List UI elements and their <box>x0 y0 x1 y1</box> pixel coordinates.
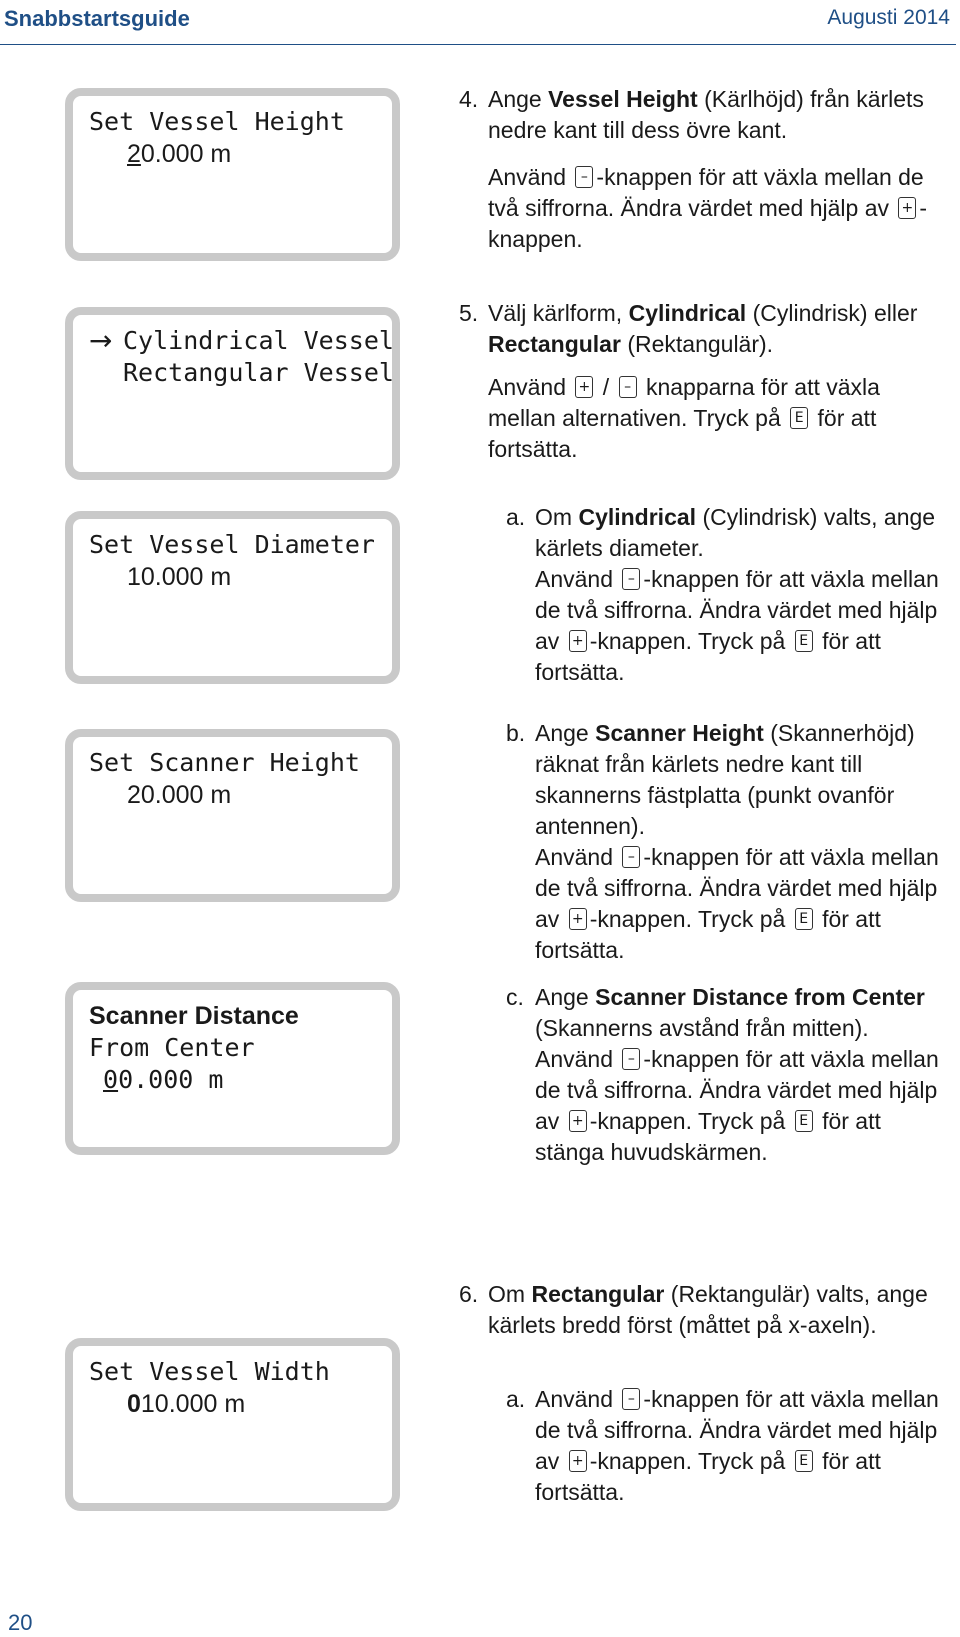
lcd-line: Scanner Distance <box>89 1002 299 1030</box>
lcd-value-rest: 10.000 m <box>140 1390 246 1418</box>
lcd-cursor-digit: 0 <box>127 1390 141 1418</box>
lcd-line: Set Scanner Height <box>89 748 360 777</box>
step-6 <box>459 1279 938 1341</box>
step-5 <box>459 298 938 465</box>
lcd-value <box>89 1064 392 1096</box>
step-number: 5. <box>459 300 479 326</box>
enter-key-icon: E <box>795 1110 813 1132</box>
lcd-vessel-width <box>65 1338 400 1511</box>
step-instruction: Använd – -knappen för att växla mellan de två siffrorna. Ändra värdet med hjälp av + -knappen. Tryck på E för att fortsätta. <box>535 566 939 685</box>
lcd-value <box>89 1388 392 1420</box>
step-number: a. <box>506 504 526 530</box>
step-text: Ange Scanner Distance from Center (Skannerns avstånd från mitten). <box>535 984 925 1041</box>
lcd-cursor-digit: 2 <box>127 140 141 168</box>
enter-key-icon: E <box>795 1450 813 1472</box>
lcd-vessel-shape <box>65 307 400 480</box>
lcd-line: Set Vessel Width <box>89 1357 330 1386</box>
step-text: Om Cylindrical (Cylindrisk) valts, ange kärlets diameter. <box>535 504 936 561</box>
minus-key-icon: – <box>575 166 593 188</box>
lcd-line: Set Vessel Height <box>89 107 345 136</box>
step-number: 4. <box>459 86 479 112</box>
plus-key-icon: + <box>569 630 587 652</box>
lcd-cursor-digit: 0 <box>103 1065 119 1094</box>
lcd-value: 10.000 m <box>127 563 232 591</box>
step-number: c. <box>506 984 524 1010</box>
lcd-value-rest: 0.000 m <box>118 1065 224 1094</box>
lcd-scanner-height <box>65 729 400 902</box>
enter-key-icon: E <box>795 908 813 930</box>
step-text: Välj kärlform, Cylindrical (Cylindrisk) eller Rectangular (Rektangulär). <box>488 300 918 357</box>
step-4 <box>459 84 938 255</box>
plus-key-icon: + <box>569 908 587 930</box>
lcd-vessel-diameter <box>65 511 400 684</box>
header-title: Snabbstartsguide <box>4 6 190 31</box>
lcd-vessel-height <box>65 88 400 261</box>
step-instruction: Använd – -knappen för att växla mellan de två siffrorna. Ändra värdet med hjälp av + -knappen. Tryck på E för att fortsätta. <box>535 844 939 963</box>
page-number: 20 <box>8 1610 33 1635</box>
lcd-line: From Center <box>89 1033 255 1062</box>
minus-key-icon: – <box>622 1048 640 1070</box>
option-cylindrical: Cylindrical Vessel <box>123 326 394 355</box>
header-date: Augusti 2014 <box>827 6 950 29</box>
step-instruction: Använd – -knappen för att växla mellan de två siffrorna. Ändra värdet med hjälp av + -knappen. <box>488 164 928 252</box>
plus-key-icon: + <box>575 376 593 398</box>
lcd-value-rest: 0.000 m <box>140 140 232 168</box>
minus-key-icon: – <box>619 376 637 398</box>
step-instruction: Använd – -knappen för att växla mellan de två siffrorna. Ändra värdet med hjälp av + -knappen. Tryck på E för att stänga huvudskärmen. <box>535 1046 939 1165</box>
step-5c <box>506 982 940 1168</box>
minus-key-icon: – <box>622 846 640 868</box>
step-number: b. <box>506 720 526 746</box>
lcd-value <box>89 138 392 170</box>
minus-key-icon: – <box>622 568 640 590</box>
enter-key-icon: E <box>795 630 813 652</box>
enter-key-icon: E <box>790 407 808 429</box>
step-instruction: Använd + / – knapparna för att växla mellan alternativen. Tryck på E för att fortsätta. <box>488 374 880 462</box>
step-5b <box>506 718 940 966</box>
lcd-line: Set Vessel Diameter <box>89 530 375 559</box>
lcd-scanner-distance <box>65 982 400 1155</box>
step-text: Ange Vessel Height (Kärlhöjd) från kärlets nedre kant till dess övre kant. <box>488 86 924 143</box>
step-instruction: Använd – -knappen för att växla mellan de två siffrorna. Ändra värdet med hjälp av + -knappen. Tryck på E för att fortsätta. <box>535 1386 939 1505</box>
plus-key-icon: + <box>898 197 916 219</box>
step-6a <box>506 1384 940 1508</box>
step-number: 6. <box>459 1281 479 1307</box>
option-rectangular: Rectangular Vessel <box>123 358 394 387</box>
lcd-line-selected <box>89 325 392 357</box>
plus-key-icon: + <box>569 1450 587 1472</box>
plus-key-icon: + <box>569 1110 587 1132</box>
step-text: Om Rectangular (Rektangulär) valts, ange kärlets bredd först (måttet på x-axeln). <box>488 1281 928 1338</box>
minus-key-icon: – <box>622 1388 640 1410</box>
lcd-value: 20.000 m <box>127 781 232 809</box>
arrow-right-icon: → <box>89 324 113 357</box>
step-text: Ange Scanner Height (Skannerhöjd) räknat från kärlets nedre kant till skannerns fästplatta (punkt ovanför antennen). <box>535 720 915 839</box>
step-number: a. <box>506 1386 526 1412</box>
header-divider <box>0 44 956 45</box>
step-5a <box>506 502 940 688</box>
